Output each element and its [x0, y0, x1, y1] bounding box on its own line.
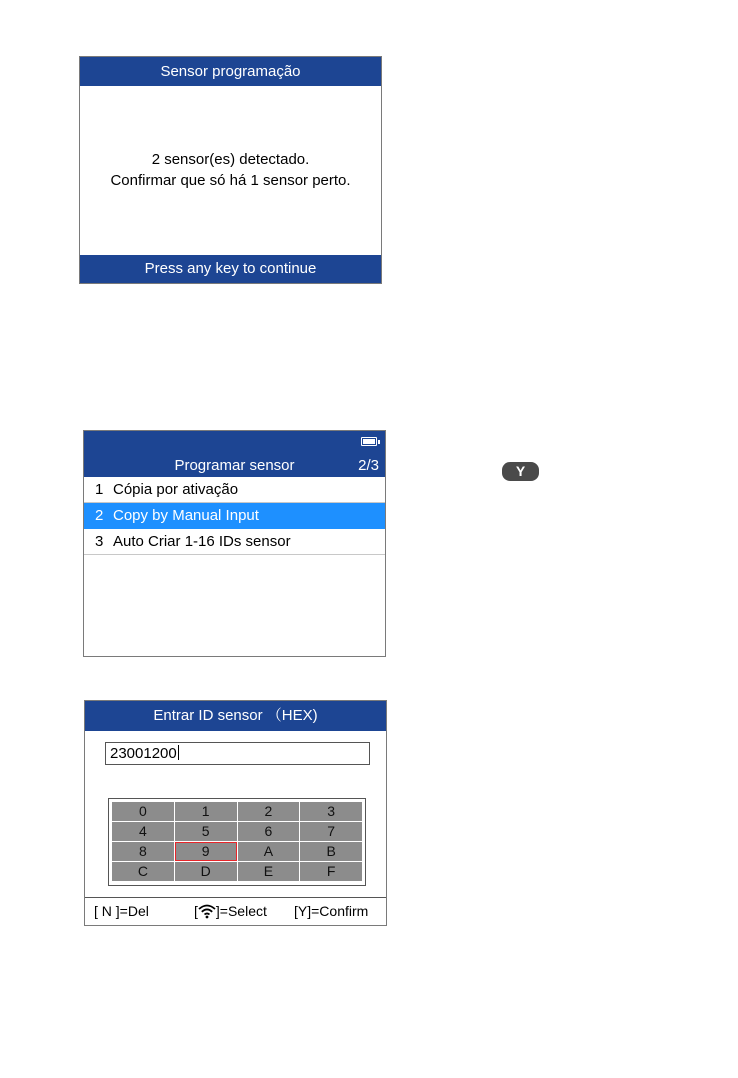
key-3[interactable]: 3 [300, 802, 362, 821]
key-c[interactable]: C [112, 862, 174, 881]
key-d[interactable]: D [175, 862, 237, 881]
key-hints-footer [85, 897, 386, 925]
page-indicator: 2/3 [358, 457, 379, 474]
key-9[interactable]: 9 [175, 842, 237, 861]
message-line-1: 2 sensor(es) detectado. [151, 151, 310, 168]
select-hint [194, 898, 267, 926]
battery-icon [361, 437, 377, 446]
key-6[interactable]: 6 [238, 822, 300, 841]
menu-item-number: 3 [95, 533, 104, 550]
program-sensor-menu-screen [83, 430, 386, 657]
delete-hint: [ N ]=Del [94, 903, 149, 919]
menu-item-auto-create-ids[interactable] [84, 529, 385, 555]
continue-prompt[interactable]: Press any key to continue [80, 255, 381, 283]
menu-item-label: Copy by Manual Input [113, 507, 259, 524]
key-0[interactable]: 0 [112, 802, 174, 821]
screen3-title: Entrar ID sensor （HEX) [85, 701, 386, 731]
key-8[interactable]: 8 [112, 842, 174, 861]
y-key-button[interactable]: Y [502, 462, 539, 481]
key-b[interactable]: B [300, 842, 362, 861]
hex-keypad [112, 802, 362, 881]
message-line-2: Confirmar que só há 1 sensor perto. [110, 172, 351, 189]
key-e[interactable]: E [238, 862, 300, 881]
menu-item-label: Auto Criar 1-16 IDs sensor [113, 533, 291, 550]
detection-message [80, 149, 381, 191]
enter-sensor-id-screen [84, 700, 387, 926]
key-5[interactable]: 5 [175, 822, 237, 841]
text-cursor [178, 745, 179, 760]
key-f[interactable]: F [300, 862, 362, 881]
menu-item-number: 2 [95, 507, 104, 524]
menu-item-copy-by-activation[interactable] [84, 477, 385, 503]
menu-item-number: 1 [95, 481, 104, 498]
select-hint-text: ]=Select [215, 903, 267, 919]
key-1[interactable]: 1 [175, 802, 237, 821]
menu-item-copy-by-manual-input[interactable] [84, 503, 385, 529]
confirm-hint: [Y]=Confirm [294, 903, 369, 919]
hex-keypad-frame [108, 798, 366, 886]
screen2-title: Programar sensor [174, 457, 295, 474]
menu-item-label: Cópia por ativação [113, 481, 239, 498]
wifi-icon [198, 901, 216, 926]
key-7[interactable]: 7 [300, 822, 362, 841]
key-4[interactable]: 4 [112, 822, 174, 841]
sensor-id-input[interactable] [105, 742, 370, 765]
sensor-programming-screen [79, 56, 382, 284]
program-menu [84, 477, 385, 555]
screen1-title: Sensor programação [80, 57, 381, 86]
select-hint-open: [ [194, 903, 198, 919]
key-2[interactable]: 2 [238, 802, 300, 821]
screen2-header [84, 431, 385, 477]
sensor-id-value: 23001200 [110, 745, 177, 762]
key-a[interactable]: A [238, 842, 300, 861]
